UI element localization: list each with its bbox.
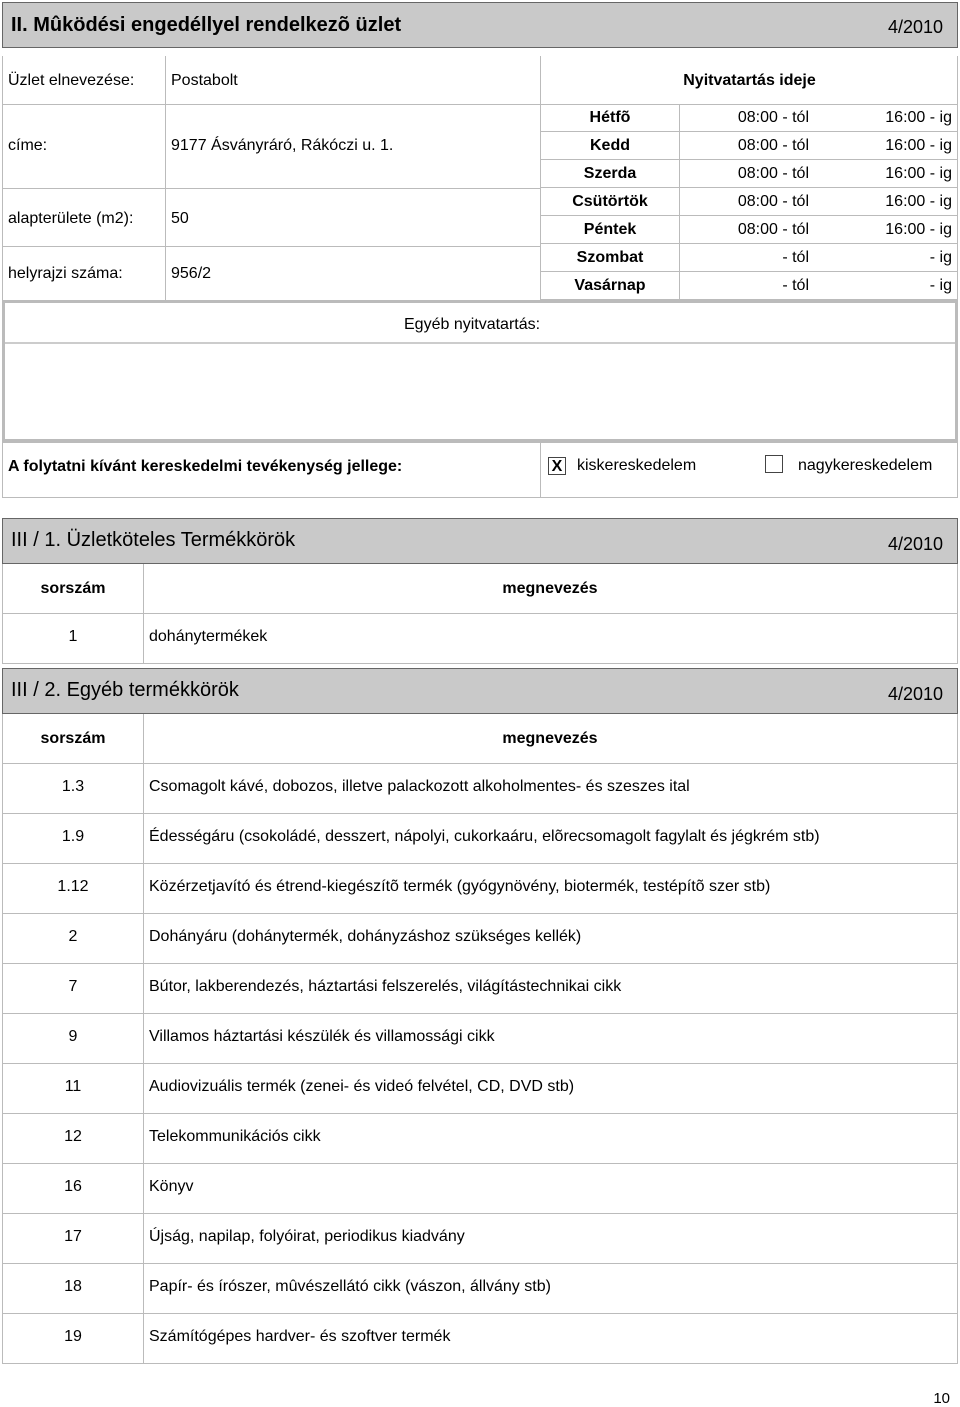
section-3-1-col-name: megnevezés	[502, 580, 598, 597]
day-to: 16:00 - ig	[885, 109, 952, 126]
table-row	[2, 614, 958, 664]
day-name: Szombat	[576, 249, 644, 266]
section-2-year: 4/2010	[887, 17, 943, 37]
section-3-1-col-num: sorszám	[40, 580, 106, 597]
day-name: Csütörtök	[572, 193, 648, 210]
section-3-2-col-num: sorszám	[40, 730, 106, 747]
table-row	[2, 814, 958, 864]
day-row	[541, 244, 958, 272]
row-name: Könyv	[149, 1178, 194, 1195]
row-number: 9	[68, 1028, 78, 1045]
shop-lot-label: helyrajzi száma:	[8, 265, 123, 282]
day-row	[541, 160, 958, 188]
day-name: Szerda	[583, 165, 637, 182]
row-name: Villamos háztartási készülék és villamossági cikk	[149, 1028, 495, 1045]
table-row	[2, 1264, 958, 1314]
row-name: Dohányáru (dohánytermék, dohányzáshoz szükséges kellék)	[149, 928, 582, 945]
day-from: 08:00 - tól	[737, 193, 809, 210]
row-name: Telekommunikációs cikk	[149, 1128, 321, 1145]
section-3-2-year: 4/2010	[887, 684, 943, 704]
shop-area-label: alapterülete (m2):	[8, 210, 134, 227]
day-row	[541, 104, 958, 132]
row-number: 1.9	[61, 828, 85, 845]
table-row	[2, 1064, 958, 1114]
other-hours-label: Egyéb nyitvatartás:	[404, 316, 541, 333]
row-number: 7	[68, 978, 78, 995]
table-row	[2, 864, 958, 914]
section-2-title: II. Mûködési engedéllyel rendelkezõ üzlet	[11, 14, 402, 36]
table-row	[2, 1114, 958, 1164]
day-from: 08:00 - tól	[737, 137, 809, 154]
page-number: 10	[933, 1390, 950, 1407]
row-number: 2	[68, 928, 78, 945]
row-name: Édességáru (csokoládé, desszert, nápolyi, cukorkaáru, elõrecsomagolt fagylalt és jégkrém stb)	[149, 828, 820, 845]
table-row	[2, 914, 958, 964]
retail-label: kiskereskedelem	[577, 457, 697, 474]
row-name: Audiovizuális termék (zenei- és videó felvétel, CD, DVD stb)	[149, 1078, 575, 1095]
day-to: 16:00 - ig	[885, 137, 952, 154]
section-3-2-column-headers	[2, 714, 958, 764]
section-3-2-title: III / 2. Egyéb termékkörök	[11, 679, 239, 701]
table-row	[2, 1164, 958, 1214]
section-3-1-year: 4/2010	[887, 534, 943, 554]
day-row	[541, 188, 958, 216]
day-from: - tól	[782, 249, 809, 266]
day-row	[541, 132, 958, 160]
table-row	[2, 1214, 958, 1264]
shop-area-value: 50	[171, 210, 189, 227]
day-to: 16:00 - ig	[885, 165, 952, 182]
shop-name-value: Postabolt	[171, 72, 238, 89]
day-name: Péntek	[583, 221, 637, 238]
table-row	[2, 764, 958, 814]
table-row	[2, 1014, 958, 1064]
shop-lot-value: 956/2	[171, 265, 212, 282]
shop-address-label: címe:	[8, 137, 48, 154]
row-number: 1	[68, 628, 78, 645]
wholesale-checkbox[interactable]	[765, 455, 783, 473]
activity-label: A folytatni kívánt kereskedelmi tevékenység jellege:	[8, 458, 403, 475]
row-name: Papír- és írószer, mûvészellátó cikk (vászon, állvány stb)	[149, 1278, 551, 1295]
shop-info-block	[2, 56, 540, 300]
row-name: Csomagolt kávé, dobozos, illetve palackozott alkoholmentes- és szeszes ital	[149, 778, 690, 795]
day-to: - ig	[929, 249, 952, 266]
section-3-1-title: III / 1. Üzletköteles Termékkörök	[11, 529, 296, 551]
row-number: 16	[64, 1178, 82, 1195]
day-from: 08:00 - tól	[737, 109, 809, 126]
row-number: 1.3	[61, 778, 85, 795]
row-number: 11	[64, 1078, 82, 1095]
section-3-2-header	[2, 668, 958, 714]
day-row	[541, 272, 958, 300]
section-3-2-col-name: megnevezés	[502, 730, 598, 747]
row-name: Közérzetjavító és étrend-kiegészítõ termék (gyógynövény, biotermék, testépítõ szer stb)	[149, 878, 771, 895]
day-to: 16:00 - ig	[885, 221, 952, 238]
table-row	[2, 1314, 958, 1364]
retail-checkbox[interactable]: X	[548, 457, 566, 475]
day-name: Kedd	[590, 137, 630, 154]
wholesale-label: nagykereskedelem	[798, 457, 933, 474]
shop-name-label: Üzlet elnevezése:	[8, 72, 135, 89]
day-name: Hétfõ	[589, 109, 631, 126]
row-name: Számítógépes hardver- és szoftver termék	[149, 1328, 451, 1345]
section-2-header	[2, 2, 958, 48]
opening-hours-title: Nyitvatartás ideje	[683, 72, 816, 89]
day-from: - tól	[782, 277, 809, 294]
day-from: 08:00 - tól	[737, 221, 809, 238]
row-number: 1.12	[57, 878, 89, 895]
day-to: 16:00 - ig	[885, 193, 952, 210]
row-number: 17	[64, 1228, 82, 1245]
row-name: dohánytermékek	[149, 628, 268, 645]
day-row	[541, 216, 958, 244]
shop-address-value: 9177 Ásványráró, Rákóczi u. 1.	[171, 137, 394, 154]
table-row	[2, 964, 958, 1014]
row-name: Újság, napilap, folyóirat, periodikus kiadvány	[149, 1228, 465, 1245]
row-number: 19	[64, 1328, 82, 1345]
day-name: Vasárnap	[574, 277, 646, 294]
day-from: 08:00 - tól	[737, 165, 809, 182]
row-number: 12	[64, 1128, 82, 1145]
row-number: 18	[64, 1278, 82, 1295]
section-3-1-header	[2, 518, 958, 564]
row-name: Bútor, lakberendezés, háztartási felszerelés, világítástechnikai cikk	[149, 978, 622, 995]
day-to: - ig	[929, 277, 952, 294]
section-3-1-column-headers	[2, 564, 958, 614]
